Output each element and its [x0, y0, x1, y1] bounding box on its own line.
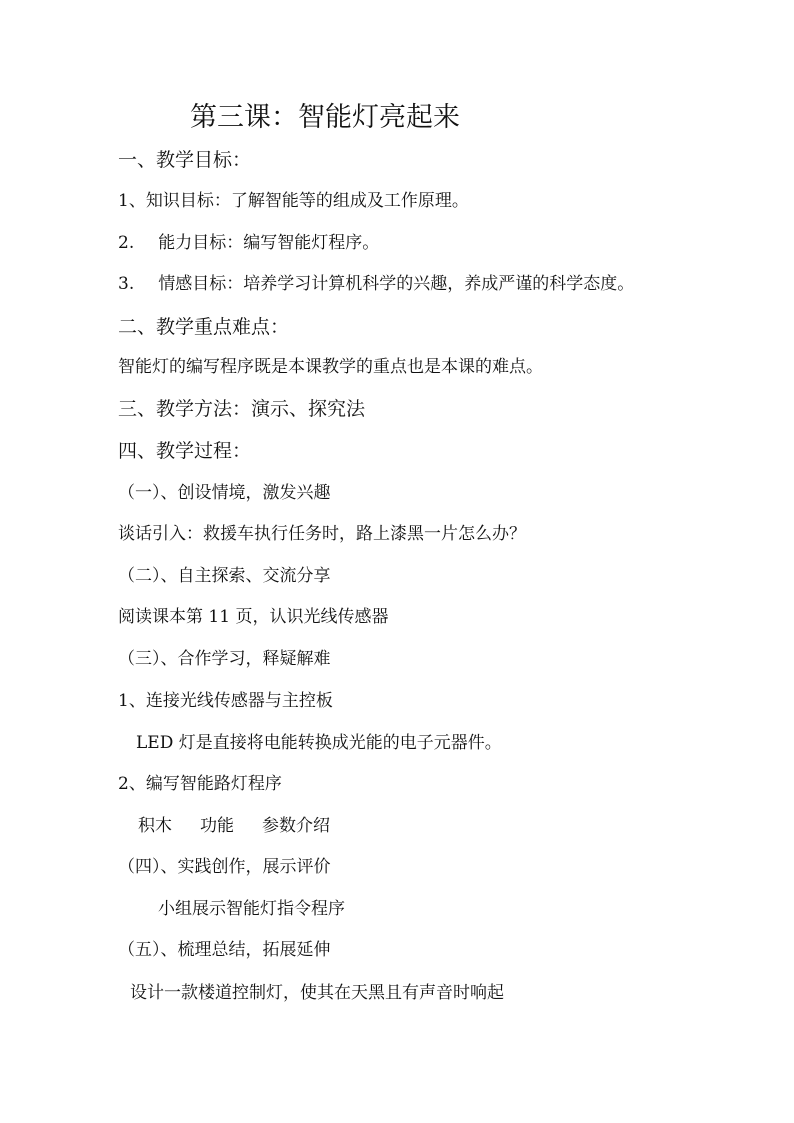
step3-item2-columns [138, 815, 330, 837]
step3-item2: 2、编写智能路灯程序 [118, 774, 282, 794]
method-heading: 三、教学方法：演示、探究法 [118, 398, 366, 420]
page-title: 第三课：智能灯亮起来 [190, 102, 460, 133]
goal-emotion-text: 情感目标：培养学习计算机科学的兴趣，养成严谨的科学态度。 [158, 274, 635, 294]
step1-text: 谈话引入：救援车执行任务时，路上漆黑一片怎么办？ [118, 524, 526, 544]
goal-knowledge: 1、知识目标：了解智能等的组成及工作原理。 [118, 191, 469, 211]
goal-emotion-number: 3. [118, 274, 135, 294]
goals-heading: 一、教学目标： [118, 149, 252, 171]
goal-ability [118, 232, 379, 254]
step2-heading: （二）、自主探索、交流分享 [118, 566, 331, 586]
key-points-text: 智能灯的编写程序既是本课教学的重点也是本课的难点。 [118, 357, 543, 377]
step3-heading: （三）、合作学习，释疑解难 [118, 649, 331, 669]
goal-ability-text: 能力目标：编写智能灯程序。 [158, 233, 380, 253]
step3-item1: 1、连接光线传感器与主控板 [118, 691, 333, 711]
goal-ability-number: 2. [118, 233, 135, 253]
step2-text: 阅读课本第 11 页，认识光线传感器 [118, 607, 389, 627]
column-function: 功能 [200, 816, 234, 836]
step1-heading: （一）、创设情境，激发兴趣 [118, 483, 331, 503]
step5-text: 设计一款楼道控制灯，使其在天黑且有声音时响起 [130, 983, 504, 1003]
step4-text: 小组展示智能灯指令程序 [158, 899, 345, 919]
step3-item1-note: LED 灯是直接将电能转换成光能的电子元器件。 [136, 733, 502, 753]
process-heading: 四、教学过程： [118, 440, 252, 462]
column-parameters: 参数介绍 [262, 816, 330, 836]
goal-emotion [118, 273, 634, 295]
key-points-heading: 二、教学重点难点： [118, 316, 290, 338]
step4-heading: （四）、实践创作，展示评价 [118, 857, 331, 877]
step5-heading: （五）、梳理总结，拓展延伸 [118, 940, 331, 960]
column-blocks: 积木 [138, 816, 172, 836]
